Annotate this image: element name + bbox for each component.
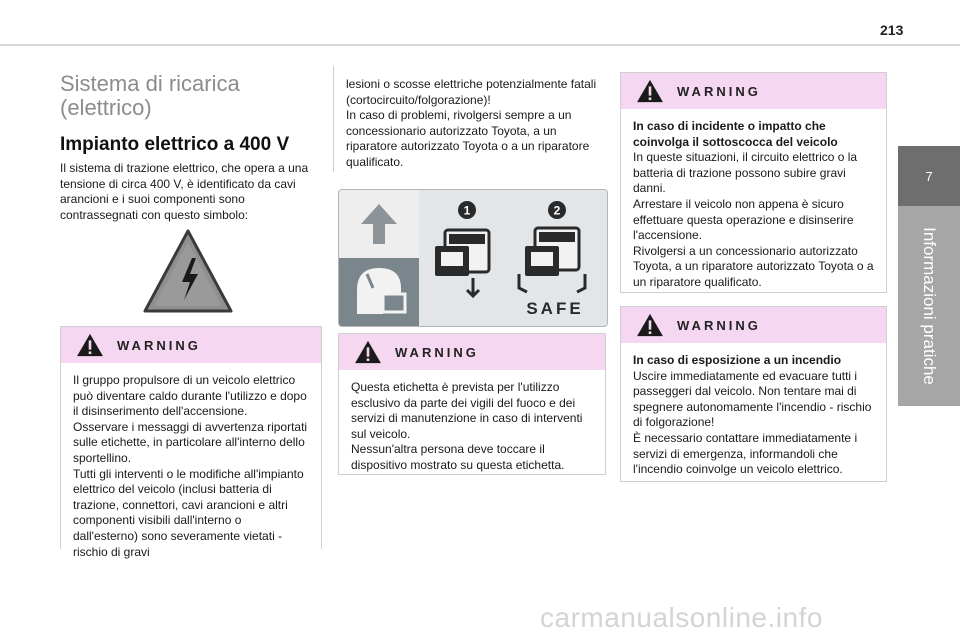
warning-heading: In caso di esposizione a un incendio: [633, 353, 842, 367]
warning-label: WARNING: [677, 83, 761, 99]
header-divider: [0, 44, 960, 46]
warning-triangle-icon: [353, 340, 383, 364]
continued-paragraph: lesioni o scosse elettriche potenzialmente fatali (cortocircuito/folgorazione)! In caso di problemi, rivolgersi sempre a un concessionario autorizzato Toyota, a un riparatore autorizzato Toyota o a un riparatore qualificato.: [346, 77, 597, 169]
chapter-title: Informazioni pratiche: [920, 227, 939, 385]
column-divider: [333, 66, 334, 172]
warning-text: Questa etichetta è prevista per l'utilizzo esclusivo da parte dei vigili del fuoco e dei servizi di manutenzione in caso di interventi sul veicolo. Nessun'altra persona deve toccare il dispositivo mostrato su questa etichetta.: [351, 380, 583, 472]
watermark: carmanualsonline.info: [540, 602, 823, 633]
warning-header: [339, 334, 605, 370]
subsection-title: Impianto elettrico a 400 V: [60, 134, 290, 155]
warning-label: WARNING: [395, 344, 479, 360]
chapter-title-tab[interactable]: [898, 206, 960, 406]
safety-label-illustration: [338, 189, 608, 327]
warning-label: WARNING: [117, 337, 201, 353]
warning-box-accident: [620, 72, 887, 293]
warning-content: [621, 343, 886, 486]
step-1-number: 1: [463, 203, 471, 218]
page-number: 213: [880, 22, 904, 38]
warning-header: [621, 307, 886, 343]
warning-content: [621, 109, 886, 299]
step-2-badge: [548, 201, 566, 219]
warning-header: [621, 73, 886, 109]
warning-header: [61, 327, 321, 363]
intro-paragraph: Il sistema di trazione elettrico, che opera a una tensione di circa 400 V, è identificato da cavi arancioni e i suoi componenti sono contrassegnati con questo simbolo:: [60, 161, 309, 222]
chapter-number-tab[interactable]: 7: [898, 146, 960, 206]
step-1-badge: [458, 201, 476, 219]
warning-triangle-icon: [635, 313, 665, 337]
safe-text: SAFE: [526, 299, 584, 318]
high-voltage-warning-icon: [142, 228, 234, 314]
warning-box-hot-drivetrain: [60, 326, 322, 559]
warning-triangle-icon: [635, 79, 665, 103]
step-2-number: 2: [553, 203, 561, 218]
warning-box-firefighter-label: [338, 333, 606, 475]
warning-heading: In caso di incidente o impatto che coinvolga il sottoscocca del veicolo: [633, 119, 838, 149]
warning-label: WARNING: [677, 317, 761, 333]
warning-text: Il gruppo propulsore di un veicolo elettrico può diventare caldo durante l'utilizzo e dopo il disinserimento dell'accensione. Osservare i messaggi di avvertenza riportati sulle etichette, in particolare all'interno dello sportellino. Tutti gli interventi o le modifiche all'impianto elettrico del veicolo (inclusi batteria di trazione, connettori, cavi arancioni e altri componenti visibili dall'interno o dall'esterno) sono severamente vietati - rischio di gravi: [73, 373, 308, 559]
warning-text: In queste situazioni, il circuito elettrico o la batteria di trazione possono subire gravi danni. Arrestare il veicolo non appena è sicuro effettuare questa operazione e disinserire l'accensione. Rivolgersi a un concessionario autorizzato Toyota, a un riparatore autorizzato Toyota o a un riparatore qualificato.: [633, 150, 874, 289]
warning-text: Uscire immediatamente ed evacuare tutti i passeggeri dal veicolo. Non tentare mai di spegnere autonomamente l'incendio - rischio di folgorazione! È necessario contattare immediatamente i servizi di emergenza, informandoli che l'incendio coinvolge un veicolo elettrico.: [633, 368, 872, 477]
warning-box-fire: [620, 306, 887, 482]
section-title: Sistema di ricarica (elettrico): [60, 71, 240, 120]
warning-triangle-icon: [75, 333, 105, 357]
